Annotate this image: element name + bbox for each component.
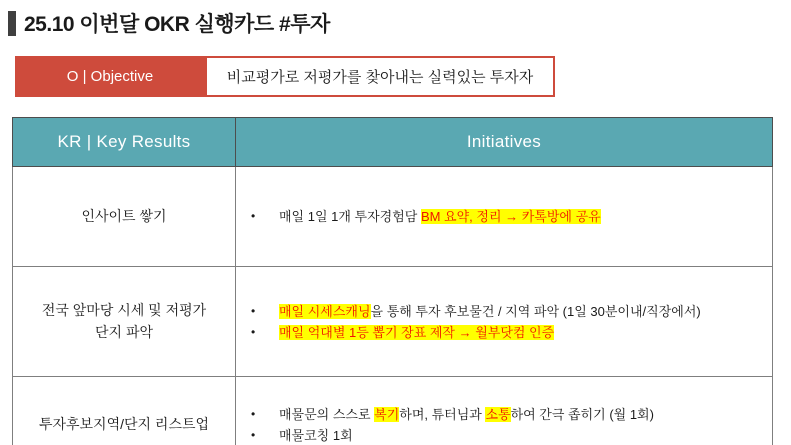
initiative-text bbox=[279, 301, 701, 322]
initiative-text bbox=[279, 425, 353, 445]
text-segment: 을 통해 투자 후보물건 / 지역 파악 (1일 30분이내/직장에서) bbox=[370, 303, 701, 319]
initiative-item bbox=[236, 425, 762, 445]
kr-line: 투자후보지역/단지 리스트업 bbox=[38, 416, 210, 433]
table-row bbox=[13, 377, 773, 445]
initiative-item bbox=[236, 322, 762, 343]
bullet-icon: • bbox=[251, 303, 256, 318]
objective-label: O | Objective bbox=[66, 68, 154, 85]
okr-table bbox=[12, 117, 773, 445]
kr-cell bbox=[13, 167, 236, 267]
page-title-block bbox=[8, 8, 330, 38]
initiative-list bbox=[236, 206, 762, 227]
initiatives-cell bbox=[236, 377, 773, 445]
title-accent-bar bbox=[8, 11, 16, 36]
initiatives-cell bbox=[236, 267, 773, 377]
text-segment: 매물문의 스스로 bbox=[279, 407, 375, 422]
kr-cell bbox=[13, 377, 236, 445]
text-segment: 매물코칭 1회 bbox=[279, 428, 353, 443]
initiative-item bbox=[236, 301, 762, 322]
kr-line: 단지 파악 bbox=[95, 323, 153, 340]
kr-line: 인사이트 쌓기 bbox=[81, 207, 167, 224]
table-row bbox=[13, 267, 773, 377]
objective-label-box bbox=[15, 56, 205, 97]
highlighted-text-segment: 매일 억대별 1등 뽑기 장표 제작 → 월부닷컴 인증 bbox=[279, 324, 555, 340]
header-row bbox=[13, 118, 773, 167]
objective-description: 비교평가로 저평가를 찾아내는 실력있는 투자자 bbox=[226, 69, 534, 86]
page-title: 25.10 이번달 OKR 실행카드 #투자 bbox=[24, 13, 330, 36]
highlighted-text-segment: 복기 bbox=[374, 407, 400, 422]
initiative-text bbox=[279, 322, 554, 343]
initiative-text bbox=[279, 404, 654, 425]
initiative-item bbox=[236, 206, 762, 227]
bullet-icon: • bbox=[251, 209, 256, 223]
highlighted-text-segment: BM 요약, 정리 → 카톡방에 공유 bbox=[420, 209, 601, 224]
initiative-list bbox=[236, 404, 762, 445]
highlighted-text-segment: 소통 bbox=[485, 407, 511, 422]
initiative-list bbox=[236, 301, 762, 343]
bullet-icon: • bbox=[251, 428, 256, 442]
highlighted-text-segment: 매일 시세스캐닝 bbox=[279, 303, 371, 319]
bullet-icon: • bbox=[251, 324, 256, 339]
initiatives-header-cell: Initiatives bbox=[236, 118, 773, 167]
text-segment: 하며, 튜터님과 bbox=[399, 407, 486, 422]
kr-header-cell: KR | Key Results bbox=[13, 118, 236, 167]
text-segment: 하여 간극 좁히기 (월 1회) bbox=[510, 407, 654, 422]
table-row bbox=[13, 167, 773, 267]
text-segment: 매일 1일 1개 투자경험담 bbox=[279, 209, 421, 224]
table-header bbox=[13, 118, 773, 167]
table-body bbox=[13, 167, 773, 445]
kr-line: 전국 앞마당 시세 및 저평가 bbox=[41, 301, 207, 318]
initiatives-cell bbox=[236, 167, 773, 267]
objective-description-box bbox=[205, 56, 555, 97]
kr-cell bbox=[13, 267, 236, 377]
initiative-text bbox=[279, 206, 601, 227]
initiative-item bbox=[236, 404, 762, 425]
bullet-icon: • bbox=[251, 407, 256, 421]
